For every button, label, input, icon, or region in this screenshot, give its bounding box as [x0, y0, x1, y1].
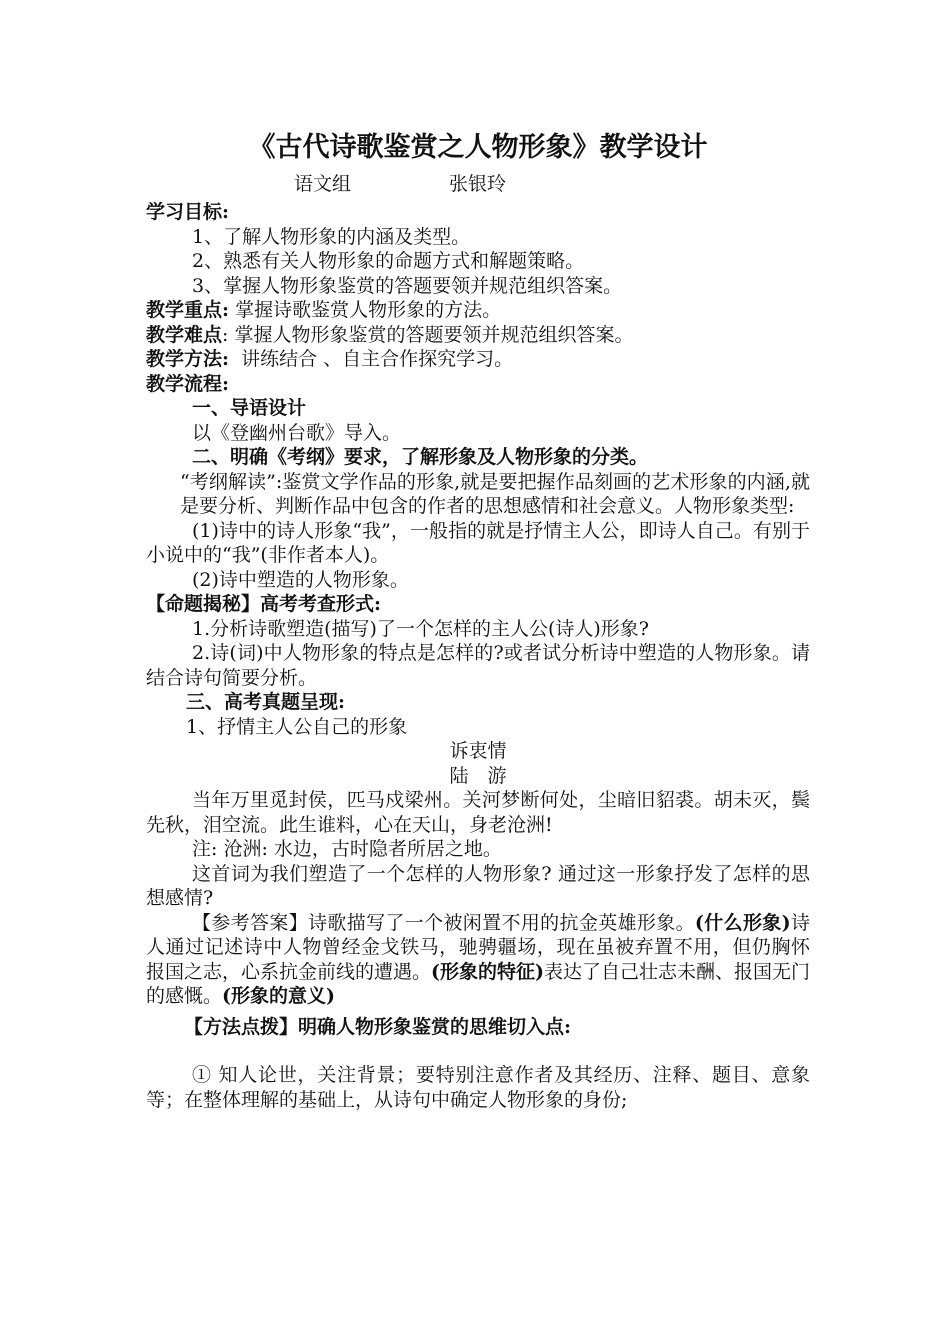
type-item: (1)诗中的诗人形象“我”，一般指的就是抒情主人公，即诗人自己。有别于小说中的“我”(非作者本人)。: [146, 519, 810, 566]
poem-question: 这首词为我们塑造了一个怎样的人物形象? 通过这一形象抒发了怎样的思想感情?: [146, 862, 810, 909]
spacer: [146, 1039, 810, 1063]
exam-label: 【命题揭秘】高考考查形式:: [146, 593, 382, 615]
goal-item: 2、熟悉有关人物形象的命题方式和解题策略。: [192, 250, 585, 272]
reference-answer: [146, 911, 810, 1009]
focus-text: 掌握诗歌鉴赏人物形象的方法。: [235, 299, 502, 321]
goal-item: 1、了解人物形象的内涵及类型。: [192, 225, 471, 248]
exam-question: 2.诗(词)中人物形象的特点是怎样的?或者试分析诗中塑造的人物形象。请结合诗句简要分析。: [146, 642, 810, 689]
method-line: [146, 347, 810, 372]
difficulty-label: 教学难点: [146, 323, 223, 346]
author-name: 张银玲: [449, 173, 507, 195]
tips-label: 【方法点拨】明确人物形象鉴赏的思维切入点:: [184, 1015, 572, 1038]
focus-line: [146, 298, 810, 323]
section-heading: 二、明确《考纲》要求，了解形象及人物形象的分类。: [192, 446, 649, 468]
section-heading: 一、导语设计: [192, 397, 307, 419]
difficulty-line: [146, 323, 810, 348]
section-subheading: 1、抒情主人公自己的形象: [186, 715, 408, 738]
page-title: 《古代诗歌鉴赏之人物形象》教学设计: [248, 132, 708, 163]
poem-note: 注: 沧洲: 水边，古时隐者所居之地。: [192, 838, 502, 860]
syllabus-paragraph: “考纲解读”:鉴赏文学作品的形象,就是要把握作品刻画的艺术形象的内涵,就是要分析、判断作品中包含的作者的思想感情和社会意义。人物形象类型:: [180, 470, 810, 517]
answer-tag: (形象的特征): [431, 960, 544, 983]
answer-tag: (什么形象): [694, 911, 791, 934]
difficulty-text: : 掌握人物形象鉴赏的答题要领并规范组织答案。: [222, 323, 634, 346]
method-text: 讲练结合 、自主合作探究学习。: [241, 348, 514, 370]
poem-text: 当年万里觅封侯，匹马戍梁州。关河梦断何处，尘暗旧貂裘。胡未灭，鬓先秋，泪空流。此生谁料，心在天山，身老沧洲!: [146, 789, 810, 836]
document-body: [146, 128, 810, 1112]
group-name: 语文组: [294, 173, 352, 195]
process-label: 教学流程:: [146, 372, 230, 395]
goals-label: 学习目标:: [146, 201, 230, 223]
answer-tag: (形象的意义): [222, 985, 335, 1007]
type-item: (2)诗中塑造的人物形象。: [192, 568, 409, 591]
section-text: 以《登幽州台歌》导入。: [192, 421, 402, 444]
focus-label: 教学重点:: [146, 299, 230, 321]
exam-question: 1.分析诗歌塑造(描写)了一个怎样的主人公(诗人)形象?: [192, 617, 649, 640]
tip-item: ① 知人论世，关注背景；要特别注意作者及其经历、注释、题目、意象等；在整体理解的基础上，从诗句中确定人物形象的身份;: [146, 1064, 810, 1111]
method-label: 教学方法:: [146, 348, 230, 370]
section-heading: 三、高考真题呈现:: [186, 691, 346, 713]
goal-item: 3、掌握人物形象鉴赏的答题要领并规范组织答案。: [192, 274, 623, 297]
poem-author: 陆 游: [449, 764, 507, 787]
poem-title: 诉衷情: [449, 740, 507, 762]
byline: [294, 172, 810, 196]
answer-text: 诗人通过记述诗中人物曾经金戈铁马，驰骋疆场，现在虽被弃置不用，但仍胸怀报国之志，心系抗金前线的遭遇。: [146, 911, 810, 983]
answer-text: 表达了自己壮志未酬、报国无门的感慨。: [146, 960, 811, 1007]
answer-text: 诗歌描写了一个被闲置不用的抗金英雄形象。: [308, 911, 695, 934]
answer-label: 【参考答案】: [192, 911, 309, 934]
